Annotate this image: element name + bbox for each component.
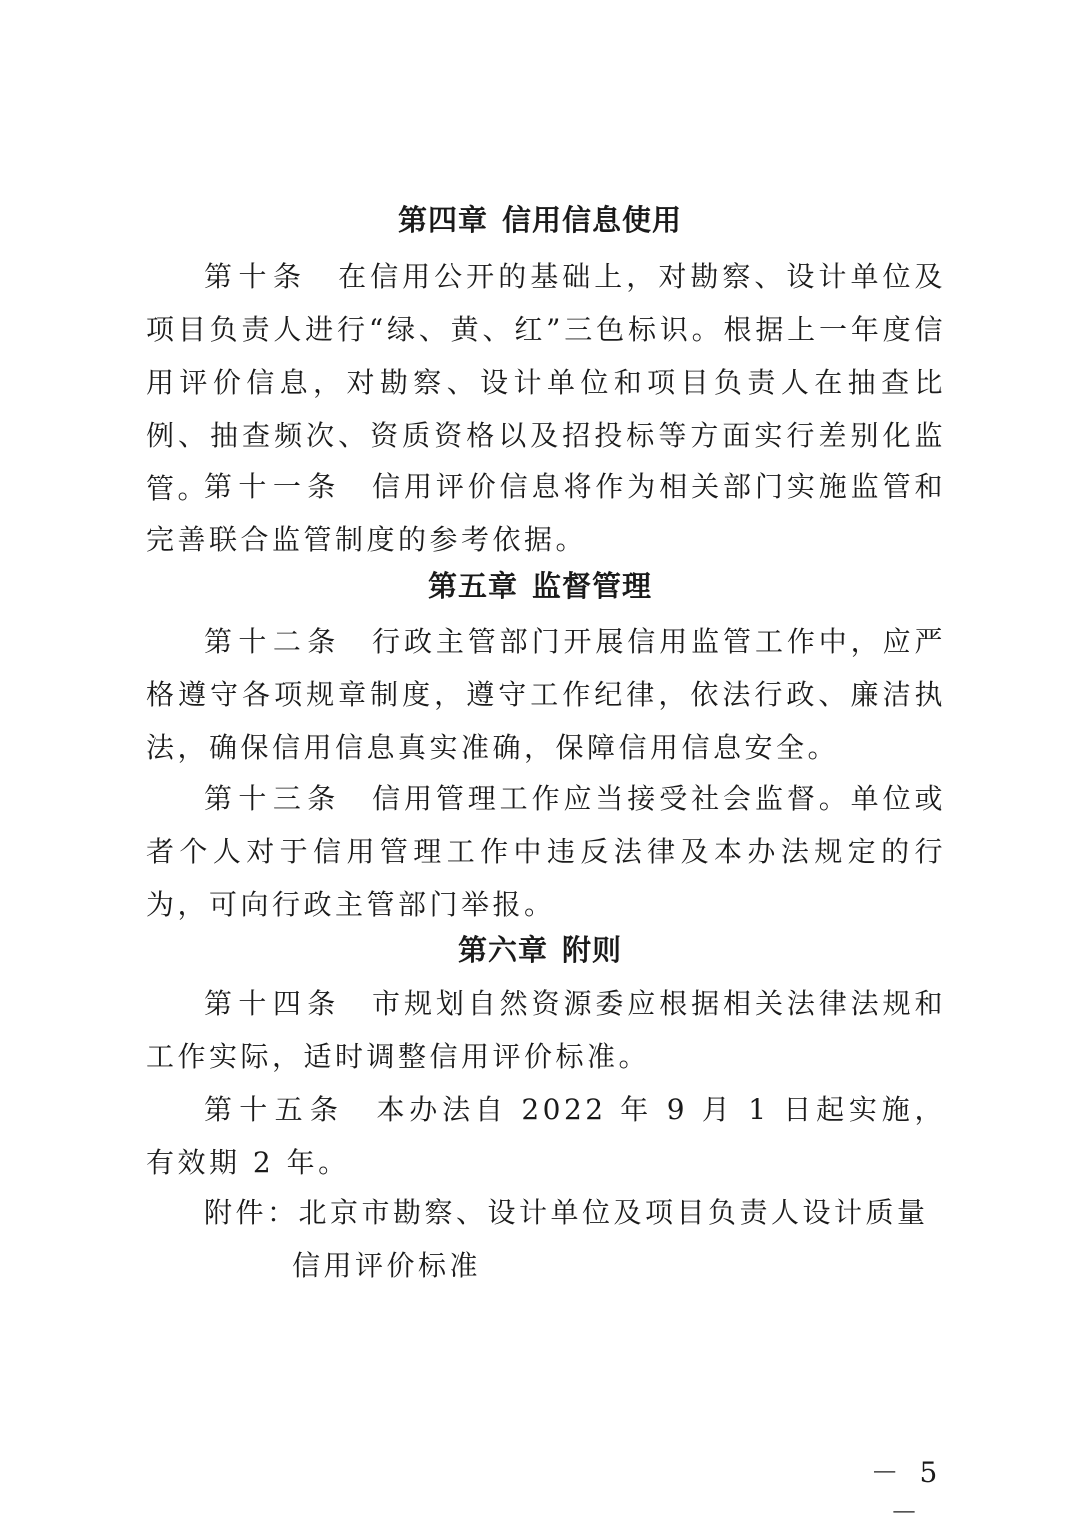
article-label: 第十一条 — [204, 470, 342, 503]
article-label: 第十条 — [204, 260, 308, 293]
article-text: 在信用公开的基础上，对勘察、设计单位及项目负责人进行“绿、黄、红”三色标识。根据上一年度信用评价信息，对勘察、设计单位和项目负责人在抽查比例、抽查频次、资质资格以及招投标等方面实行差别化监管。 — [146, 260, 946, 505]
article-12 — [146, 615, 946, 774]
article-label: 第十三条 — [204, 782, 342, 815]
chapter-heading-4 — [0, 200, 1080, 240]
chapter-number: 第五章 — [427, 569, 518, 603]
attachment-note — [204, 1186, 946, 1292]
attachment-text: 北京市勘察、设计单位及项目负责人设计质量信用评价标准 — [292, 1196, 929, 1282]
article-11 — [146, 460, 946, 566]
page-number: － 5 － — [870, 1456, 944, 1529]
chapter-heading-5 — [0, 566, 1080, 606]
article-text: 市规划自然资源委应根据相关法律法规和工作实际，适时调整信用评价标准。 — [146, 987, 946, 1073]
article-text: 行政主管部门开展信用监管工作中，应严格遵守各项规章制度，遵守工作纪律，依法行政、廉洁执法，确保信用信息真实准确，保障信用信息安全。 — [146, 625, 946, 764]
article-14 — [146, 977, 946, 1083]
article-label: 第十五条 — [204, 1093, 346, 1126]
article-text: 本办法自 2022 年 9 月 1 日起实施，有效期 2 年。 — [146, 1093, 946, 1179]
chapter-title: 附则 — [562, 933, 623, 967]
chapter-title: 监督管理 — [532, 569, 653, 603]
article-13 — [146, 772, 946, 931]
chapter-heading-6 — [0, 930, 1080, 970]
article-label: 第十二条 — [204, 625, 342, 658]
article-15 — [146, 1083, 946, 1189]
chapter-title: 信用信息使用 — [502, 203, 683, 237]
attachment-label: 附件： — [204, 1196, 299, 1229]
article-text: 信用管理工作应当接受社会监督。单位或者个人对于信用管理工作中违反法律及本办法规定的行为，可向行政主管部门举报。 — [146, 782, 946, 921]
chapter-number: 第六章 — [457, 933, 548, 967]
article-text: 信用评价信息将作为相关部门实施监管和完善联合监管制度的参考依据。 — [146, 470, 946, 556]
chapter-number: 第四章 — [397, 203, 488, 237]
article-label: 第十四条 — [204, 987, 342, 1020]
